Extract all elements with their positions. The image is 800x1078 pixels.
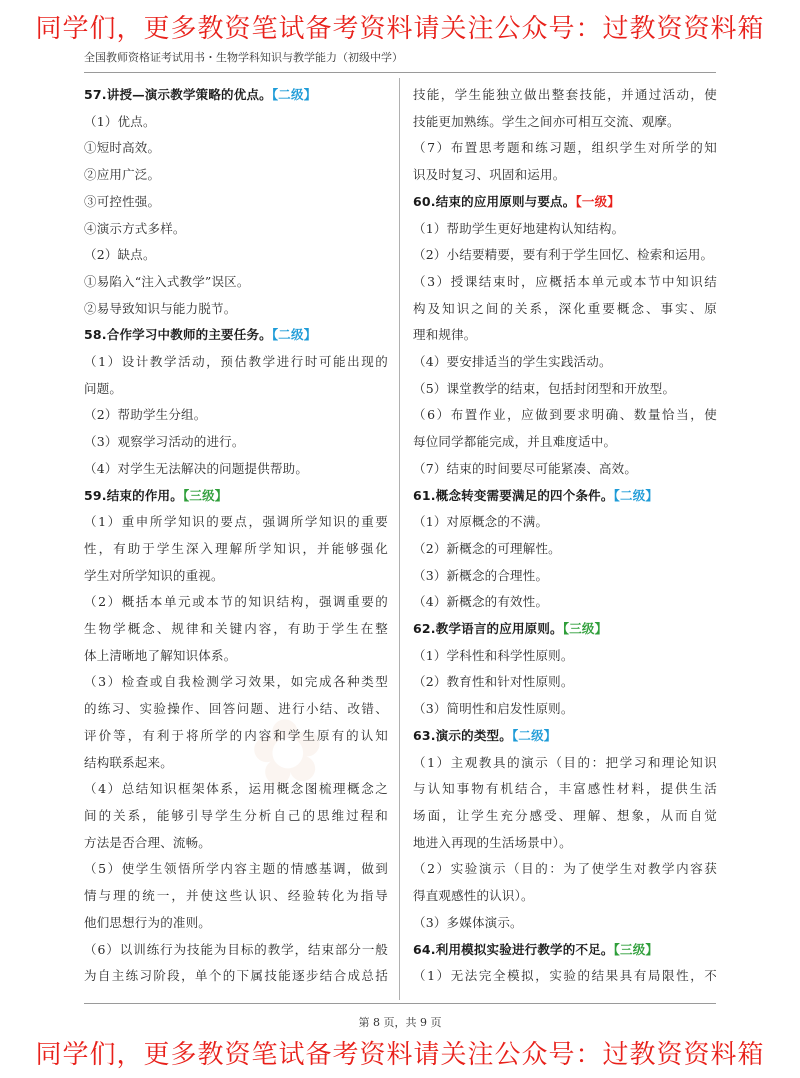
question-title: 60.结束的应用原则与要点。 xyxy=(413,193,576,209)
left-column xyxy=(84,82,388,990)
body-line: 间的关系，能够引导学生分析自己的思维过程和 xyxy=(84,807,388,823)
body-line: ①易陷入“注入式教学”误区。 xyxy=(84,273,250,289)
body-line: （7）布置思考题和练习题，组织学生对所学的知 xyxy=(413,140,717,156)
body-line: （3）新概念的合理性。 xyxy=(413,567,549,583)
body-line: 场面，让学生充分感受、理解、想象，从而自觉 xyxy=(413,807,717,823)
body-line: 得直观感性的认识）。 xyxy=(413,888,534,904)
question-heading xyxy=(413,937,717,964)
body-line: 结构联系起来。 xyxy=(84,754,173,770)
question-heading xyxy=(413,483,717,510)
question-title: 64.利用模拟实验进行教学的不足。 xyxy=(413,941,614,957)
body-line: （4）对学生无法解决的问题提供帮助。 xyxy=(84,460,309,476)
footer-divider xyxy=(84,1003,716,1004)
question-heading xyxy=(413,189,717,216)
difficulty-level-badge: 【一级】 xyxy=(575,193,621,209)
body-line: （1）对原概念的不满。 xyxy=(413,514,549,530)
body-line: 方法是否合理、流畅。 xyxy=(84,834,212,850)
body-line: 性，有助于学生深入理解所学知识，并能够强化 xyxy=(84,540,388,556)
body-line: 识及时复习、巩固和运用。 xyxy=(413,167,566,183)
background-watermark: ✿ xyxy=(243,695,333,810)
body-line: ④演示方式多样。 xyxy=(84,220,186,236)
difficulty-level-badge: 【三级】 xyxy=(182,487,228,503)
difficulty-level-badge: 【二级】 xyxy=(511,727,557,743)
body-line: （2）帮助学生分组。 xyxy=(84,407,207,423)
body-line: （4）新概念的有效性。 xyxy=(413,594,549,610)
body-line: 理和规律。 xyxy=(413,327,477,343)
difficulty-level-badge: 【二级】 xyxy=(613,487,659,503)
body-line: （7）结束的时间要尽可能紧凑、高效。 xyxy=(413,460,638,476)
question-heading xyxy=(413,616,717,643)
header-divider xyxy=(84,72,716,73)
question-title: 61.概念转变需要满足的四个条件。 xyxy=(413,487,614,503)
body-line: 每位同学都能完成，并且难度适中。 xyxy=(413,434,617,450)
body-line: 为自主练习阶段，单个的下属技能逐步结合成总括 xyxy=(84,968,388,984)
question-title: 63.演示的类型。 xyxy=(413,727,512,743)
body-line: 与认知事物有机结合，丰富感性材料，提供生活 xyxy=(413,781,717,797)
difficulty-level-badge: 【二级】 xyxy=(271,87,317,102)
body-line: （3）观察学习活动的进行。 xyxy=(84,434,245,450)
body-line: 技能更加熟练。学生之间亦可相互交流、观摩。 xyxy=(413,113,680,129)
body-line: ③可控性强。 xyxy=(84,193,161,209)
question-heading xyxy=(84,322,388,349)
body-line: （3）多媒体演示。 xyxy=(413,914,523,930)
promo-banner-top: 同学们，更多教资笔试备考资料请关注公众号：过教资资料箱 xyxy=(35,14,765,44)
body-line: （3）授课结束时，应概括本单元或本节中知识结 xyxy=(413,273,717,289)
body-line: （1）设计教学活动，预估教学进行时可能出现的 xyxy=(84,354,388,370)
body-line: （1）帮助学生更好地建构认知结构。 xyxy=(413,220,625,236)
body-line: ②易导致知识与能力脱节。 xyxy=(84,300,237,316)
body-line: （2）缺点。 xyxy=(84,247,156,263)
body-line: （4）要安排适当的学生实践活动。 xyxy=(413,354,612,370)
body-line: （1）无法完全模拟，实验的结果具有局限性，不 xyxy=(413,968,717,984)
question-title: 57.讲授—演示教学策略的优点。 xyxy=(84,87,272,102)
body-line: 评价等，有利于将所学的内容和学生原有的认知 xyxy=(84,727,388,743)
body-line: 他们思想行为的准则。 xyxy=(84,914,212,930)
body-line: （5）使学生领悟所学内容主题的情感基调，做到 xyxy=(84,861,388,877)
body-line: （3）简明性和启发性原则。 xyxy=(413,701,574,717)
right-column xyxy=(413,82,717,990)
body-line: 生物学概念、规律和关键内容，有助于学生在整 xyxy=(84,621,388,637)
body-line: 技能，学生能独立做出整套技能，并通过活动，使 xyxy=(413,87,717,102)
body-line: （5）课堂教学的结束，包括封闭型和开放型。 xyxy=(413,380,676,396)
body-line: 构及知识之间的关系，深化重要概念、事实、原 xyxy=(413,300,717,316)
body-line: 问题。 xyxy=(84,380,123,396)
body-line: （2）教育性和针对性原则。 xyxy=(413,674,574,690)
body-line: 地进入再现的生活场景中）。 xyxy=(413,834,572,850)
difficulty-level-badge: 【三级】 xyxy=(613,941,659,957)
question-title: 62.教学语言的应用原则。 xyxy=(413,621,563,637)
body-line: （3）检查或自我检测学习效果，如完成各种类型 xyxy=(84,674,388,690)
body-line: （1）优点。 xyxy=(84,113,156,129)
body-line: （6）布置作业，应做到要求明确、数量恰当，使 xyxy=(413,407,717,423)
difficulty-level-badge: 【二级】 xyxy=(271,327,317,343)
body-line: （6）以训练行为技能为目标的教学，结束部分一般 xyxy=(84,941,388,957)
column-divider xyxy=(399,78,400,1000)
body-line: （4）总结知识框架体系，运用概念图梳理概念之 xyxy=(84,781,388,797)
body-line: 学生对所学知识的重视。 xyxy=(84,567,224,583)
body-line: ②应用广泛。 xyxy=(84,167,161,183)
body-line: ①短时高效。 xyxy=(84,140,161,156)
body-line: （2）概括本单元或本节的知识结构，强调重要的 xyxy=(84,594,388,610)
question-heading xyxy=(84,483,388,510)
question-heading xyxy=(84,82,388,109)
page-number: 第 8 页，共 9 页 xyxy=(358,1016,442,1029)
body-line: 情与理的统一，并使这些认识、经验转化为指导 xyxy=(84,888,388,904)
book-subtitle: 全国教师资格证考试用书・生物学科知识与教学能力（初级中学） xyxy=(84,51,403,64)
difficulty-level-badge: 【三级】 xyxy=(562,621,608,637)
body-line: （2）实验演示（目的：为了使学生对教学内容获 xyxy=(413,861,717,877)
body-line: （2）小结要精要，要有利于学生回忆、检索和运用。 xyxy=(413,247,714,263)
body-line: 体上清晰地了解知识体系。 xyxy=(84,647,237,663)
body-line: （1）主观教具的演示（目的：把学习和理论知识 xyxy=(413,754,717,770)
body-line: （1）重申所学知识的要点，强调所学知识的重要 xyxy=(84,514,388,530)
question-title: 58.合作学习中教师的主要任务。 xyxy=(84,327,272,343)
promo-banner-bottom: 同学们，更多教资笔试备考资料请关注公众号：过教资资料箱 xyxy=(35,1040,765,1070)
question-title: 59.结束的作用。 xyxy=(84,487,183,503)
question-heading xyxy=(413,723,717,750)
body-line: （2）新概念的可理解性。 xyxy=(413,540,561,556)
body-line: （1）学科性和科学性原则。 xyxy=(413,647,574,663)
body-line: 的练习、实验操作、回答问题、进行小结、改错、 xyxy=(84,701,388,717)
